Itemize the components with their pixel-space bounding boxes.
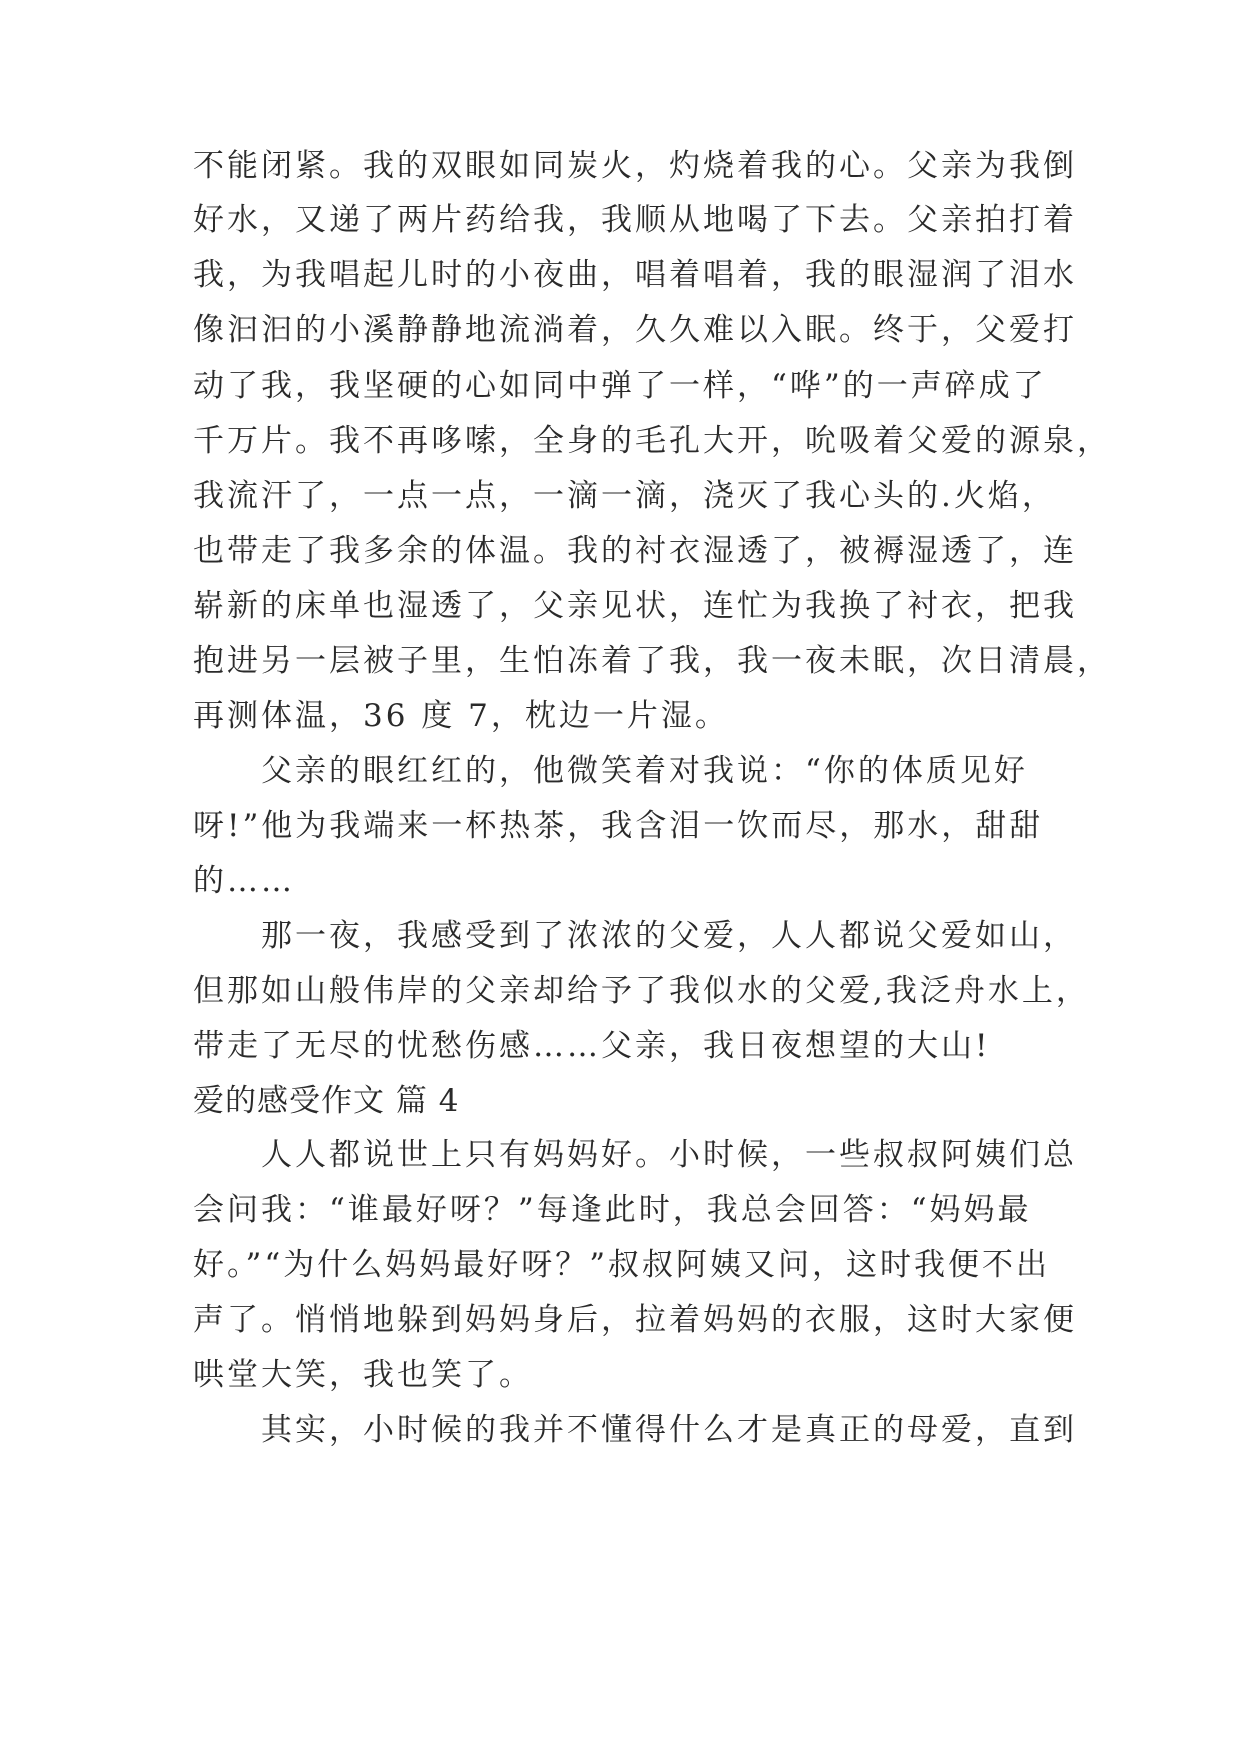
text-line: 动了我，我坚硬的心如同中弹了一样，“哗”的一声碎成了 xyxy=(193,368,1047,404)
text-line: 好水，又递了两片药给我，我顺从地喝了下去。父亲拍打着 xyxy=(193,202,1077,238)
text-line: 我，为我唱起儿时的小夜曲，唱着唱着，我的眼湿润了泪水 xyxy=(193,257,1077,293)
text-line: 崭新的床单也湿透了，父亲见状，连忙为我换了衬衣，把我 xyxy=(193,588,1077,624)
section-heading: 爱的感受作文 篇 4 xyxy=(193,1083,460,1119)
text-line: 呀!”他为我端来一杯热茶，我含泪一饮而尽，那水，甜甜 xyxy=(193,808,1044,844)
text-line: 会问我：“谁最好呀？”每逢此时，我总会回答：“妈妈最 xyxy=(193,1192,1032,1228)
text-line: 父亲的眼红红的，他微笑着对我说：“你的体质见好 xyxy=(193,753,1028,789)
text-line: 好。”“为什么妈妈最好呀？”叔叔阿姨又问，这时我便不出 xyxy=(193,1247,1051,1283)
text-line: 哄堂大笑，我也笑了。 xyxy=(193,1357,533,1393)
text-line: 的…… xyxy=(193,863,295,899)
text-line: 但那如山般伟岸的父亲却给予了我似水的父爱,我泛舟水上， xyxy=(193,973,1090,1009)
text-line: 带走了无尽的忧愁伤感……父亲，我日夜想望的大山! xyxy=(193,1028,991,1064)
text-line: 千万片。我不再哆嗦，全身的毛孔大开，吮吸着父爱的源泉， xyxy=(193,423,1111,459)
text-line: 其实，小时候的我并不懂得什么才是真正的母爱，直到 xyxy=(193,1412,1077,1448)
text-line: 我流汗了，一点一点，一滴一滴，浇灭了我心头的.火焰， xyxy=(193,478,1056,514)
text-line: 像汩汩的小溪静静地流淌着，久久难以入眠。终于，父爱打 xyxy=(193,312,1077,348)
text-line: 也带走了我多余的体温。我的衬衣湿透了，被褥湿透了，连 xyxy=(193,533,1077,569)
text-line: 再测体温，36 度 7，枕边一片湿。 xyxy=(193,698,729,734)
text-line: 声了。悄悄地躲到妈妈身后，拉着妈妈的衣服，这时大家便 xyxy=(193,1302,1077,1338)
text-line: 不能闭紧。我的双眼如同炭火，灼烧着我的心。父亲为我倒 xyxy=(193,148,1077,184)
text-line: 那一夜，我感受到了浓浓的父爱，人人都说父爱如山， xyxy=(193,918,1077,954)
text-line: 人人都说世上只有妈妈好。小时候，一些叔叔阿姨们总 xyxy=(193,1137,1077,1173)
text-line: 抱进另一层被子里，生怕冻着了我，我一夜未眠，次日清晨， xyxy=(193,643,1111,679)
